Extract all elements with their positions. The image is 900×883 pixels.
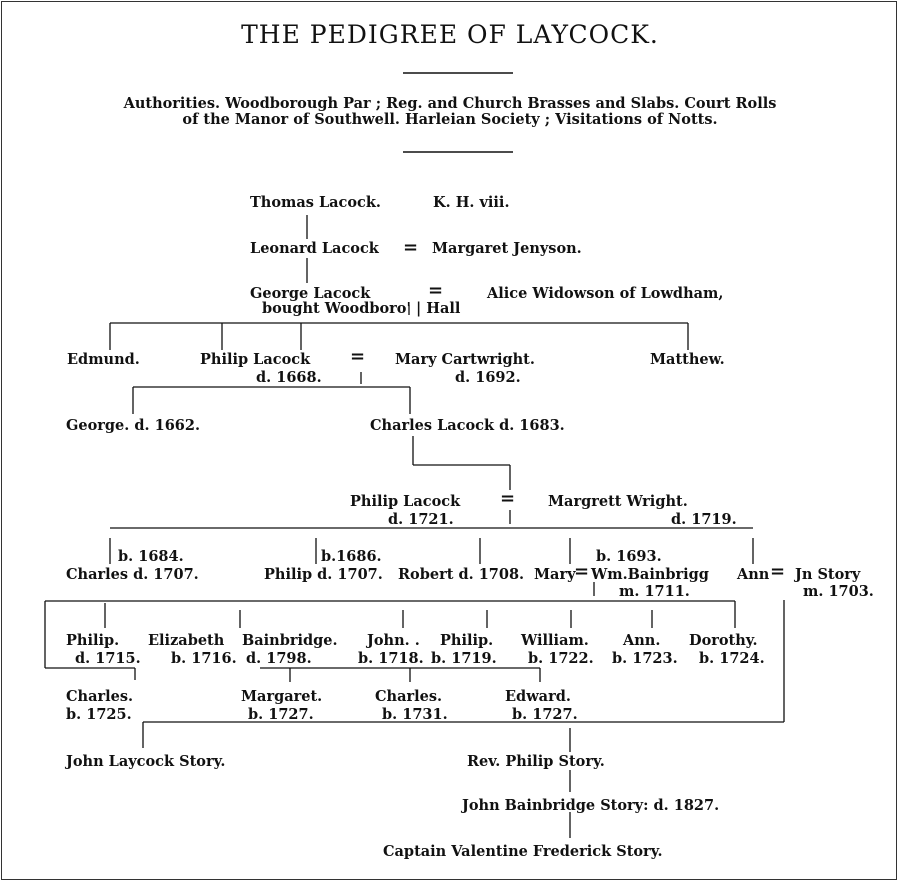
person-john-laycock-story: John Laycock Story. [66,753,226,770]
marriage-sign: = [500,488,516,509]
philip-3-birth: b.1686. [321,548,382,565]
authorities-line-1: Authorities. Woodborough Par ; Reg. and Church Brasses and Slabs. Court Rolls [123,95,777,112]
george-note: bought Woodboro' | Hall [262,300,461,317]
mary-birth: b. 1693. [596,548,662,565]
person-rev-philip-story: Rev. Philip Story. [467,753,605,770]
ann-2-birth: b. 1723. [612,650,678,667]
person-elizabeth: Elizabeth [148,632,225,649]
philip-4-death: d. 1715. [75,650,141,667]
person-wm-bainbrigg: Wm.Bainbrigg [591,566,709,583]
person-ann: Ann [737,566,770,583]
person-bainbridge: Bainbridge. [242,632,338,649]
person-dorothy: Dorothy. [689,632,758,649]
person-john: John. . [367,632,420,649]
person-philip-lacock-1: Philip Lacock [200,351,311,368]
person-robert: Robert d. 1708. [398,566,525,583]
person-charles-2: Charles d. 1707. [66,566,199,583]
person-ann-2: Ann. [623,632,661,649]
marriage-sign: = [428,280,444,301]
person-mary-cartwright: Mary Cartwright. [395,351,535,368]
charles-2-birth: b. 1684. [118,548,184,565]
person-george-lacock: George Lacock [250,285,371,302]
person-captain-valentine-frederick-story: Captain Valentine Frederick Story. [383,843,663,860]
philip-1-death: d. 1668. [256,369,322,386]
person-philip-3: Philip d. 1707. [264,566,383,583]
reign-note: K. H. viii. [433,194,510,211]
margrett-death: d. 1719. [671,511,737,528]
person-jn-story: Jn Story [795,566,861,583]
person-leonard-lacock: Leonard Lacock [250,240,379,257]
person-philip-5: Philip. [440,632,494,649]
person-mary: Mary [534,566,576,583]
person-edward: Edward. [505,688,571,705]
margaret-2-birth: b. 1727. [248,706,314,723]
person-charles-3: Charles. [66,688,134,705]
person-philip-4: Philip. [66,632,120,649]
person-philip-lacock-2: Philip Lacock [350,493,461,510]
person-matthew: Matthew. [650,351,725,368]
philip-5-birth: b. 1719. [431,650,497,667]
page-title: THE PEDIGREE OF LAYCOCK. [241,20,659,49]
person-charles-4: Charles. [375,688,443,705]
person-charles-lacock-1: Charles Lacock d. 1683. [370,417,565,434]
jn-story-marriage-date: m. 1703. [803,583,874,600]
elizabeth-birth: b. 1716. [171,650,237,667]
marriage-sign: = [350,346,366,367]
person-margaret-jenyson: Margaret Jenyson. [432,240,582,257]
philip-2-death: d. 1721. [388,511,454,528]
person-thomas-lacock: Thomas Lacock. [250,194,381,211]
authorities-line-2: of the Manor of Southwell. Harleian Society ; Visitations of Notts. [182,111,718,128]
john-birth: b. 1718. [358,650,424,667]
person-alice-widowson: Alice Widowson of Lowdham, [487,285,724,302]
person-margrett-wright: Margrett Wright. [548,493,688,510]
dorothy-birth: b. 1724. [699,650,765,667]
edward-birth: b. 1727. [512,706,578,723]
marriage-sign: = [574,561,590,582]
person-george-2: George. d. 1662. [66,417,201,434]
person-margaret-2: Margaret. [241,688,323,705]
person-william: William. [521,632,589,649]
mary-cartwright-death: d. 1692. [455,369,521,386]
bainbridge-death: d. 1798. [246,650,312,667]
person-john-bainbridge-story: John Bainbridge Story: d. 1827. [462,797,720,814]
wm-marriage-date: m. 1711. [619,583,690,600]
marriage-sign: = [770,561,786,582]
person-edmund: Edmund. [67,351,140,368]
charles-4-birth: b. 1731. [382,706,448,723]
william-birth: b. 1722. [528,650,594,667]
charles-3-birth: b. 1725. [66,706,132,723]
marriage-sign: = [403,237,419,258]
